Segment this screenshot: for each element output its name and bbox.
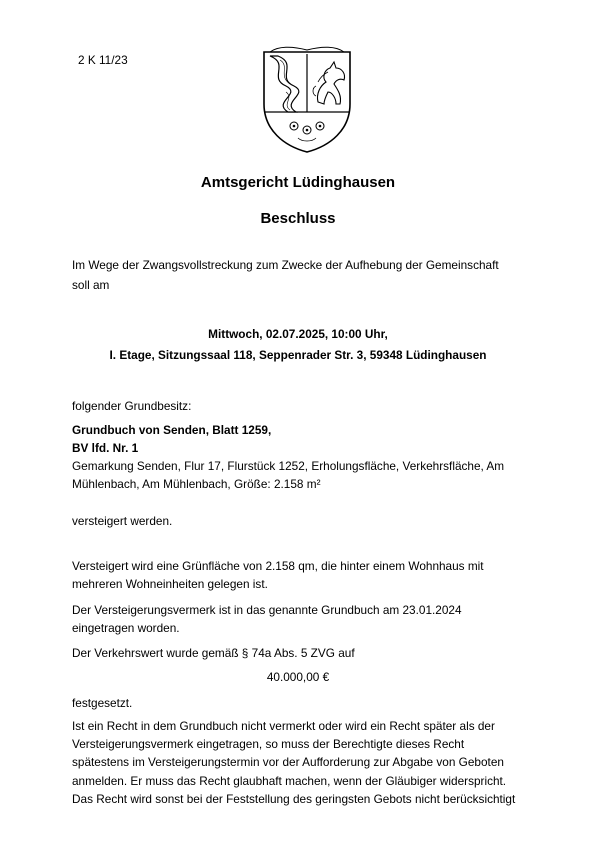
rights-line-3: spätestens im Versteigerungstermin vor der Aufforderung zur Abgabe von Geboten <box>72 755 504 769</box>
property-description-2: Mühlenbach, Am Mühlenbach, Größe: 2.158 m² <box>72 477 321 491</box>
case-number: 2 K 11/23 <box>78 53 128 67</box>
appointment-place: I. Etage, Sitzungssaal 118, Seppenrader Str. 3, 59348 Lüdinghausen <box>109 348 487 362</box>
auction-text: versteigert werden. <box>72 514 173 528</box>
entry-line-1: Der Versteigerungsvermerk ist in das genannte Grundbuch am 23.01.2024 <box>72 603 462 617</box>
entry-line-2: eingetragen worden. <box>72 621 180 635</box>
document-title: Beschluss <box>260 210 336 227</box>
market-value: 40.000,00 € <box>266 670 330 684</box>
rights-line-2: Versteigerungsvermerk eingetragen, so muss der Berechtigte dieses Recht <box>72 737 465 751</box>
property-item: BV lfd. Nr. 1 <box>72 441 139 455</box>
details-line-1: Versteigert wird eine Grünfläche von 2.158 qm, die hinter einem Wohnhaus mit <box>72 559 484 573</box>
appointment-date: Mittwoch, 02.07.2025, 10:00 Uhr, <box>208 327 388 341</box>
rights-line-1: Ist ein Recht in dem Grundbuch nicht vermerkt oder wird ein Recht später als der <box>72 719 495 733</box>
rights-line-4: anmelden. Er muss das Recht glaubhaft machen, wenn der Gläubiger widerspricht. <box>72 774 507 788</box>
coat-of-arms-seal <box>258 46 356 156</box>
intro-line-2: soll am <box>72 278 110 292</box>
value-outro: festgesetzt. <box>72 696 133 710</box>
details-line-2: mehreren Wohneinheiten gelegen ist. <box>72 577 268 591</box>
value-intro: Der Verkehrswert wurde gemäß § 74a Abs. 5 ZVG auf <box>72 646 355 660</box>
property-heading: folgender Grundbesitz: <box>72 399 192 413</box>
property-register: Grundbuch von Senden, Blatt 1259, <box>72 423 272 437</box>
rights-line-5: Das Recht wird sonst bei der Feststellung des geringsten Gebots nicht berücksichtigt <box>72 792 516 806</box>
property-description-1: Gemarkung Senden, Flur 17, Flurstück 1252, Erholungsfläche, Verkehrsfläche, Am <box>72 459 505 473</box>
court-name: Amtsgericht Lüdinghausen <box>200 174 396 191</box>
intro-line-1: Im Wege der Zwangsvollstreckung zum Zwecke der Aufhebung der Gemeinschaft <box>72 258 499 272</box>
